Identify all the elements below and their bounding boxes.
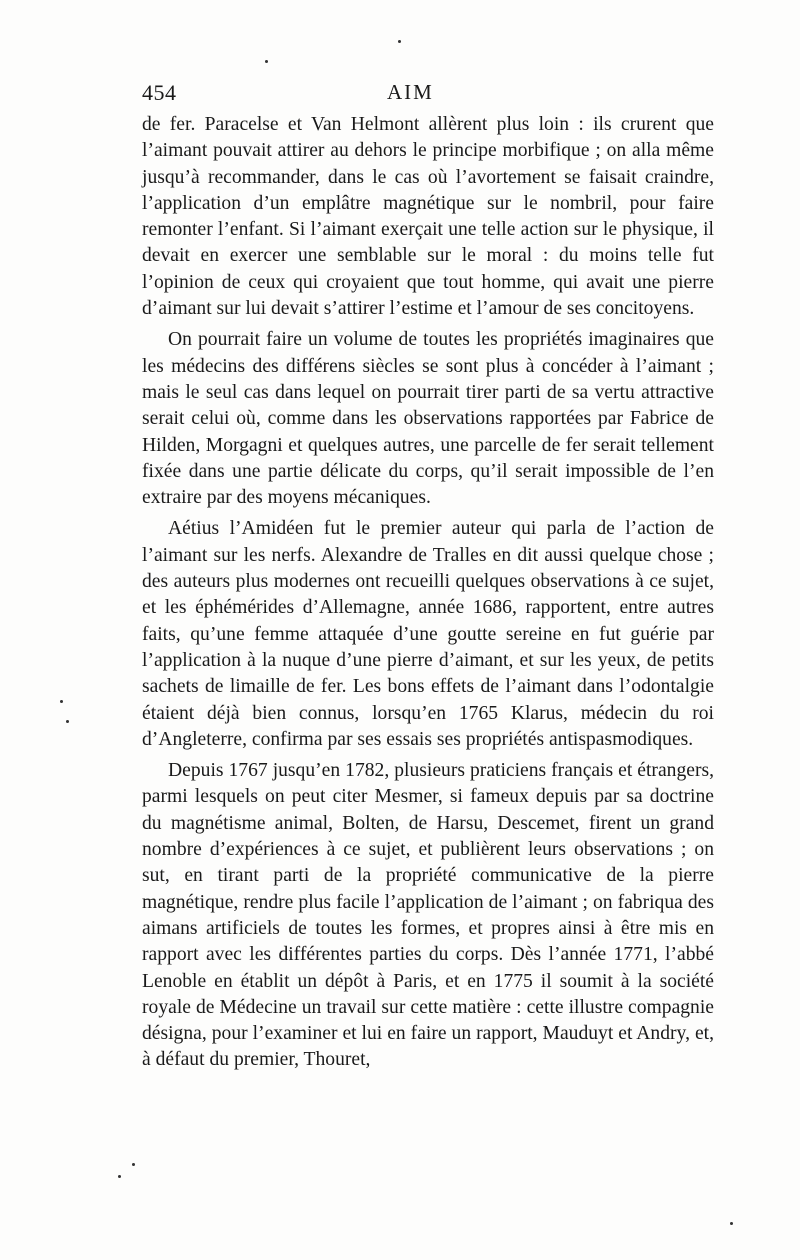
print-speck [118,1175,121,1178]
paragraph-3: Aétius l’Amidéen fut le premier auteur qui parla de l’action de l’aimant sur les nerfs. Alexandre de Tralles en dit aussi quelque chose ; des auteurs plus modernes ont recueilli quelques observations à ce sujet, et les éphémérides d’Allemagne, année 1686, rapportent, entre autres faits, qu’une femme attaquée d’une goutte sereine en fut guérie par l’application à la nuque d’une pierre d’aimant, et sur les yeux, de petits sachets de limaille de fer. Les bons effets de l’aimant dans l’odontalgie étaient déjà bien connus, lorsqu’en 1765 Klarus, médecin du roi d’Angleterre, confirma par ses essais ses propriétés antispasmodiques. [142,518,714,750]
running-head: AIM [387,80,434,104]
print-speck [66,720,69,723]
print-speck [132,1163,135,1166]
print-speck [60,700,63,703]
page-header [142,80,712,110]
page-number: 454 [142,80,177,105]
print-speck [398,40,401,43]
body-text [142,112,714,1079]
paragraph-1: de fer. Paracelse et Van Helmont allèrent plus loin : ils crurent que l’aimant pouvait attirer au dehors le principe morbifique ; on alla même jusqu’à recommander, dans le cas où l’avortement se faisait craindre, l’application d’un emplâtre magnétique sur le nombril, pour faire remonter l’enfant. Si l’aimant exerçait une telle action sur le physique, il devait en exercer une semblable sur le moral : du moins telle fut l’opinion de ceux qui croyaient que tout homme, qui avait une pierre d’aimant sur lui devait s’attirer l’estime et l’amour de ses concitoyens. [142,114,714,320]
print-speck [265,60,268,63]
paragraph-2: On pourrait faire un volume de toutes les propriétés imaginaires que les médecins des différens siècles se sont plus à concéder à l’aimant ; mais le seul cas dans lequel on pourrait tirer parti de sa vertu attractive serait celui où, comme dans les observations rapportées par Fabrice de Hilden, Morgagni et quelques autres, une parcelle de fer serait tellement fixée dans une partie délicate du corps, qu’il serait impossible de l’en extraire par des moyens mécaniques. [142,329,714,509]
paragraph-4: Depuis 1767 jusqu’en 1782, plusieurs praticiens français et étrangers, parmi lesquels on peut citer Mesmer, si fameux depuis par sa doctrine du magnétisme animal, Bolten, de Harsu, Descemet, firent un grand nombre d’expériences à ce sujet, et publièrent leurs observations ; on sut, en tirant parti de la propriété communicative de la pierre magnétique, rendre plus facile l’application de l’aimant ; on fabriqua des aimans artificiels de toutes les formes, et propres ainsi à être mis en rapport avec les différentes parties du corps. Dès l’année 1771, l’abbé Lenoble en établit un dépôt à Paris, et en 1775 il soumit à la société royale de Médecine un travail sur cette matière : cette illustre compagnie désigna, pour l’examiner et lui en faire un rapport, Mauduyt et Andry, et, à défaut du premier, Thouret, [142,760,714,1071]
print-speck [730,1222,733,1225]
